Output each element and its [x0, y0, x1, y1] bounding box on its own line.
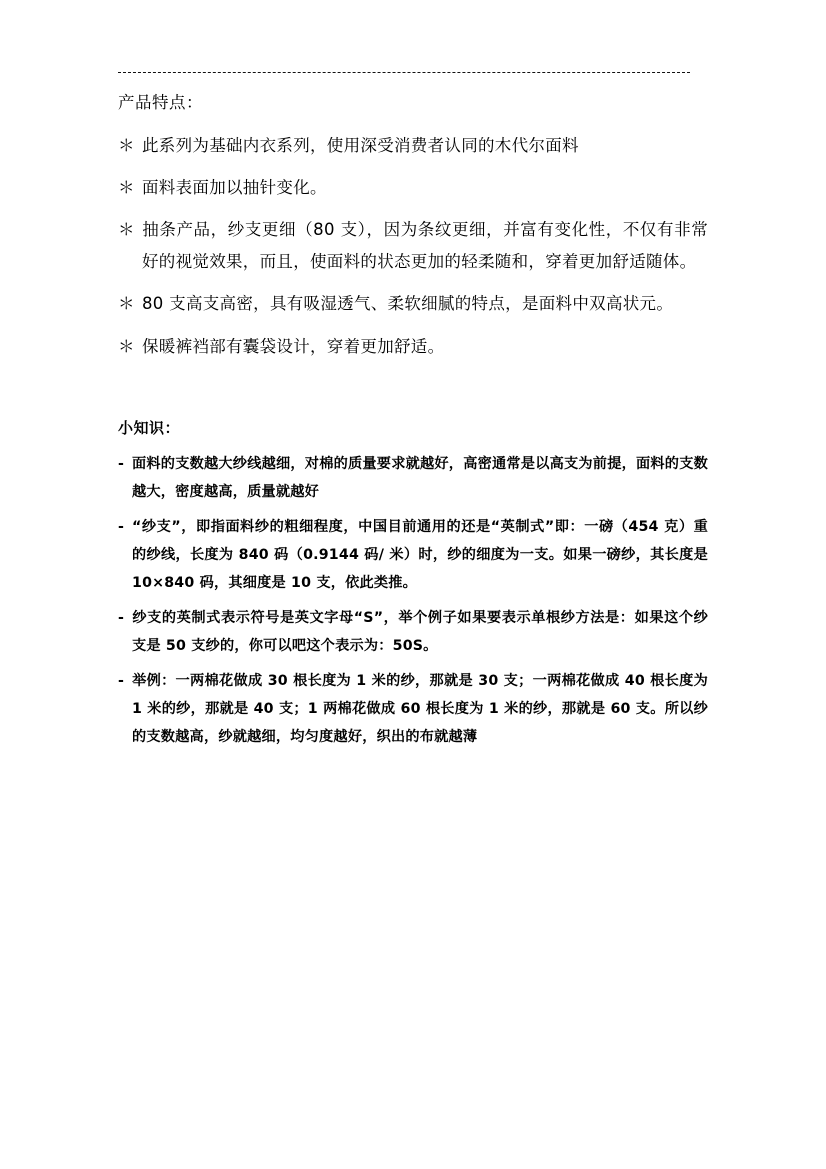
dash-bullet-icon: -	[118, 672, 125, 689]
dash-bullet-icon: -	[118, 455, 125, 472]
product-feature-item	[118, 288, 708, 320]
bullet-mark-icon: ＊	[118, 336, 135, 356]
product-feature-text: 面料表面加以抽针变化。	[142, 177, 327, 197]
product-feature-item	[118, 130, 708, 162]
section-spacer	[118, 373, 708, 417]
knowledge-text: 面料的支数越大纱线越细，对棉的质量要求就越好，高密通常是以高支为前提，面料的支数越大，密度越高，质量就越好	[132, 455, 708, 501]
bullet-mark-icon: ＊	[118, 135, 135, 155]
product-feature-text: 抽条产品，纱支更细（80 支），因为条纹更细，并富有变化性，不仅有非常好的视觉效果，而且，使面料的状态更加的轻柔随和，穿着更加舒适随体。	[142, 220, 708, 272]
knowledge-text: 纱支的英制式表示符号是英文字母“S”，举个例子如果要表示单根纱方法是：如果这个纱支是 50 支纱的，你可以吧这个表示为：50S。	[132, 609, 708, 655]
dash-bullet-icon: -	[118, 518, 125, 535]
bullet-mark-icon: ＊	[118, 177, 135, 197]
product-feature-item	[118, 214, 708, 278]
bullet-mark-icon: ＊	[118, 294, 135, 314]
document-content	[118, 60, 708, 758]
knowledge-text: “纱支”，即指面料纱的粗细程度，中国目前通用的还是“英制式”即：一磅（454 克）重的纱线，长度为 840 码（0.9144 码/ 米）时，纱的细度为一支。如果一磅纱，其长度是 10×840 码，其细度是 10 支，依此类推。	[132, 518, 708, 592]
product-feature-text: 80 支高支高密，具有吸湿透气、柔软细腻的特点，是面料中双高状元。	[142, 294, 674, 314]
knowledge-text: 举例：一两棉花做成 30 根长度为 1 米的纱，那就是 30 支；一两棉花做成 40 根长度为 1 米的纱，那就是 40 支；1 两棉花做成 60 根长度为 1 米的纱，那就是 60 支。所以纱的支数越高，纱就越细，均匀度越好，织出的布就越薄	[132, 672, 708, 746]
product-feature-text: 保暖裤裆部有囊袋设计，穿着更加舒适。	[142, 336, 445, 356]
product-feature-item	[118, 331, 708, 363]
product-features-title: 产品特点：	[118, 93, 203, 112]
knowledge-item	[118, 513, 708, 598]
dash-bullet-icon: -	[118, 609, 125, 626]
knowledge-item	[118, 667, 708, 752]
knowledge-item	[118, 604, 708, 661]
knowledge-item	[118, 450, 708, 507]
dashed-divider	[118, 72, 690, 73]
bullet-mark-icon: ＊	[118, 220, 135, 240]
product-feature-text: 此系列为基础内衣系列，使用深受消费者认同的木代尔面料	[142, 135, 579, 155]
product-feature-item	[118, 172, 708, 204]
knowledge-title: 小知识：	[118, 418, 181, 437]
